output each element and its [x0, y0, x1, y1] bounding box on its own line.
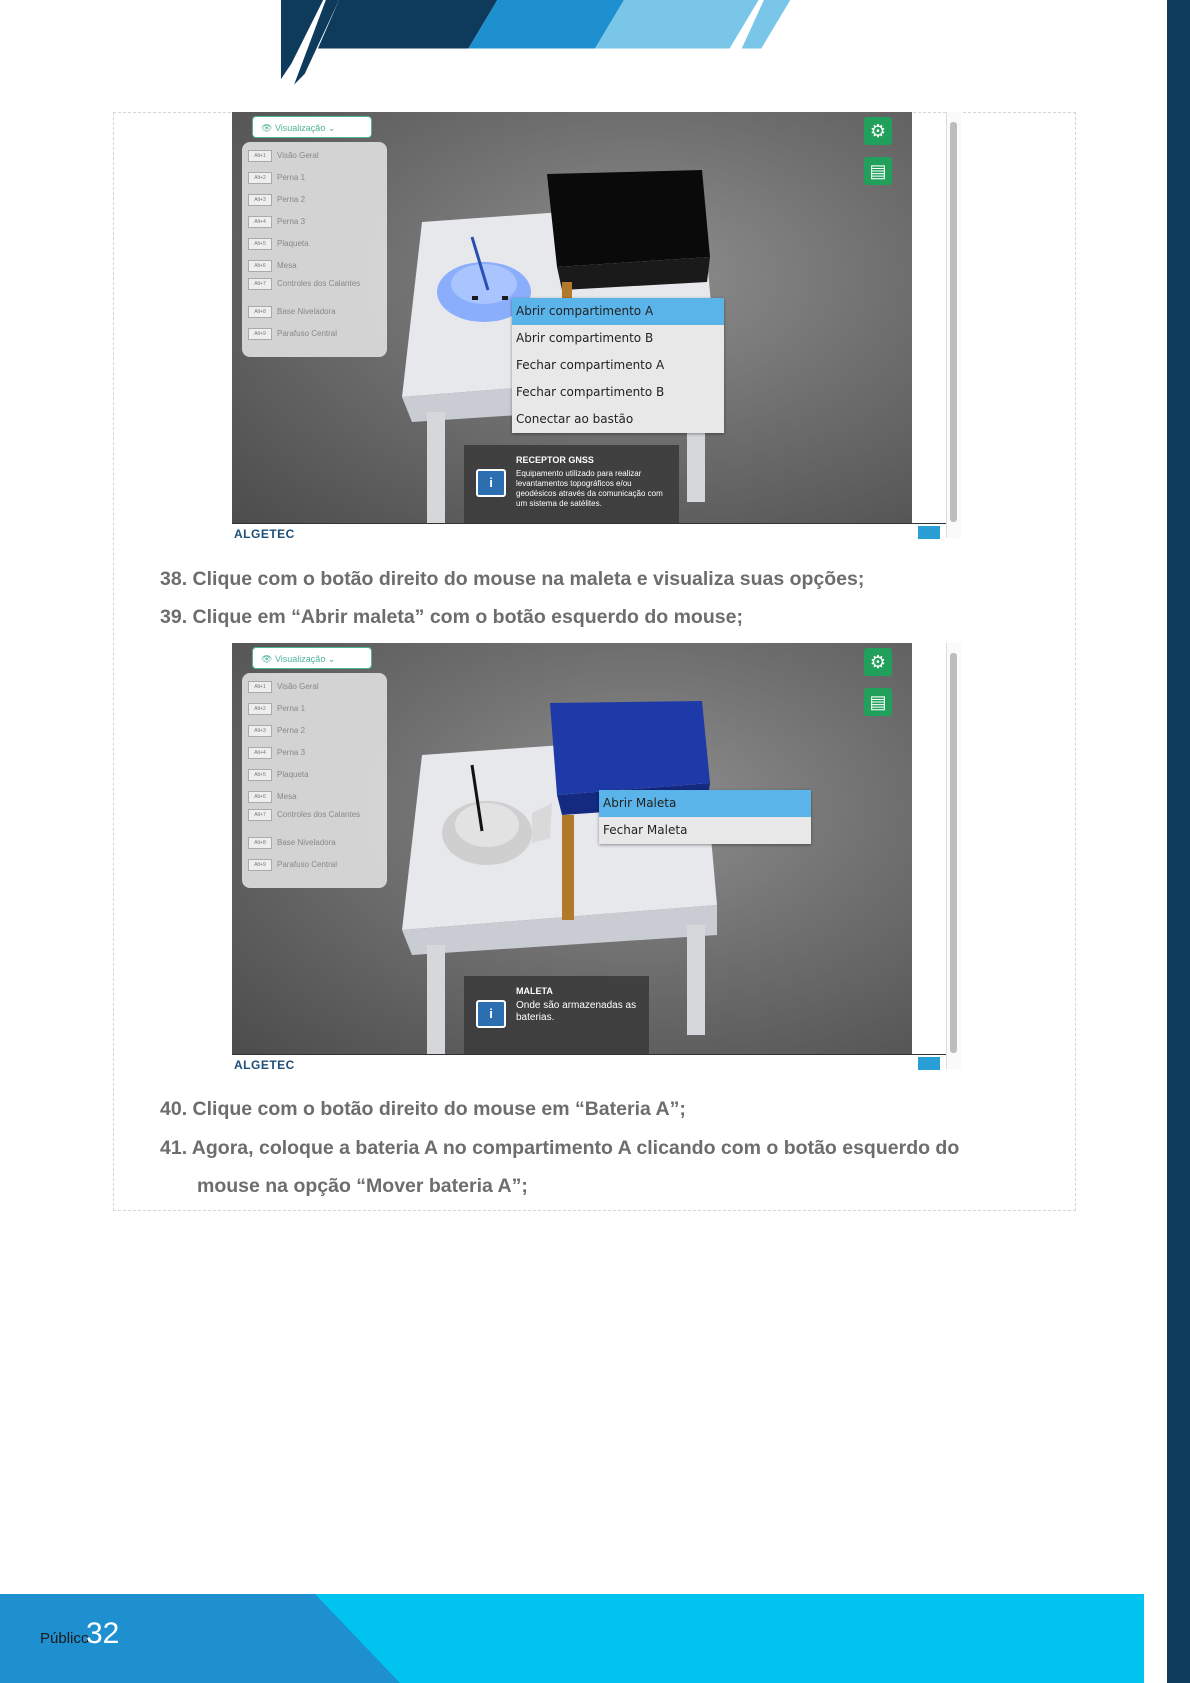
eye-icon: 👁 [261, 123, 273, 133]
info-icon: i [476, 469, 506, 497]
info-icon: i [476, 1000, 506, 1028]
chevron-down-icon: ⌄ [327, 123, 336, 133]
scrollbar-thumb[interactable] [950, 653, 957, 1053]
view-item[interactable]: Alt+8 Base Niveladora [248, 302, 366, 322]
menu-item-open-compartment-a[interactable]: Abrir compartimento A [512, 298, 724, 325]
bottom-bar [232, 523, 946, 539]
footer-decoration [0, 1594, 1144, 1683]
scrollbar-thumb[interactable] [950, 122, 957, 522]
settings-gear-icon[interactable]: ⚙ [864, 648, 892, 676]
vertical-scrollbar[interactable] [946, 112, 961, 538]
scene-viewport [232, 643, 912, 1054]
menu-item-open-compartment-b[interactable]: Abrir compartimento B [516, 331, 654, 345]
context-menu [599, 790, 811, 844]
menu-item-close-case[interactable]: Fechar Maleta [603, 823, 688, 837]
menu-toggle-button[interactable] [918, 526, 940, 539]
view-item[interactable]: Alt+2 Perna 1 [248, 699, 366, 719]
footer-classification: Público [40, 1630, 90, 1647]
header-decoration [0, 0, 1190, 95]
view-item[interactable]: Alt+3 Perna 2 [248, 721, 366, 741]
right-sidebar-band [1167, 0, 1190, 1683]
step-39: 39. Clique em “Abrir maleta” com o botão esquerdo do mouse; [160, 606, 743, 628]
view-item[interactable]: Alt+9 Parafuso Central [248, 324, 366, 344]
view-item[interactable]: Alt+1 Visão Geral [248, 677, 366, 697]
view-item[interactable]: Alt+7 Controles dos Calantes [248, 278, 366, 298]
view-item[interactable]: Alt+2 Perna 1 [248, 168, 366, 188]
context-menu [512, 298, 724, 433]
view-item[interactable]: Alt+6 Mesa [248, 787, 366, 807]
menu-item-close-compartment-a[interactable]: Fechar compartimento A [516, 358, 665, 372]
chevron-down-icon: ⌄ [327, 654, 336, 664]
visualization-dropdown[interactable]: 👁 Visualização ⌄ [252, 116, 372, 138]
view-item[interactable]: Alt+3 Perna 2 [248, 190, 366, 210]
step-41: 41. Agora, coloque a bateria A no compartimento A clicando com o botão esquerdo do [160, 1137, 960, 1159]
view-item[interactable]: Alt+8 Base Niveladora [248, 833, 366, 853]
bottom-bar [232, 1054, 946, 1070]
info-tooltip: i MALETA Onde são armazenadas as baterias. [464, 976, 649, 1054]
view-item[interactable]: Alt+4 Perna 3 [248, 743, 366, 763]
algetec-logo: ALGETEC [234, 527, 295, 541]
menu-item-close-compartment-b[interactable]: Fechar compartimento B [516, 385, 665, 399]
menu-item-connect-pole[interactable]: Conectar ao bastão [516, 412, 634, 426]
menu-item-open-case[interactable]: Abrir Maleta [599, 790, 811, 817]
info-tooltip: i RECEPTOR GNSS Equipamento utilizado para realizar levantamentos topográficos e/ou geodésicos através da comunicação com um sistema de satélites. [464, 445, 679, 523]
page-number: 32 [86, 1617, 120, 1650]
step-38: 38. Clique com o botão direito do mouse na maleta e visualiza suas opções; [160, 568, 865, 590]
view-item[interactable]: Alt+7 Controles dos Calantes [248, 809, 366, 829]
menu-toggle-button[interactable] [918, 1057, 940, 1070]
visualization-dropdown[interactable]: 👁 Visualização ⌄ [252, 647, 372, 669]
step-41-continuation: mouse na opção “Mover bateria A”; [197, 1175, 528, 1197]
view-item[interactable]: Alt+9 Parafuso Central [248, 855, 366, 875]
view-item[interactable]: Alt+1 Visão Geral [248, 146, 366, 166]
view-item[interactable]: Alt+5 Plaqueta [248, 234, 366, 254]
simulation-screenshot-2 [232, 643, 960, 1072]
notebook-icon[interactable]: ▤ [864, 688, 892, 716]
vertical-scrollbar[interactable] [946, 643, 961, 1069]
notebook-icon[interactable]: ▤ [864, 157, 892, 185]
view-item[interactable]: Alt+6 Mesa [248, 256, 366, 276]
scene-viewport [232, 112, 912, 523]
algetec-logo: ALGETEC [234, 1058, 295, 1072]
eye-icon: 👁 [261, 654, 273, 664]
view-item[interactable]: Alt+4 Perna 3 [248, 212, 366, 232]
step-40: 40. Clique com o botão direito do mouse em “Bateria A”; [160, 1098, 686, 1120]
simulation-screenshot-1 [232, 112, 960, 541]
settings-gear-icon[interactable]: ⚙ [864, 117, 892, 145]
view-item[interactable]: Alt+5 Plaqueta [248, 765, 366, 785]
